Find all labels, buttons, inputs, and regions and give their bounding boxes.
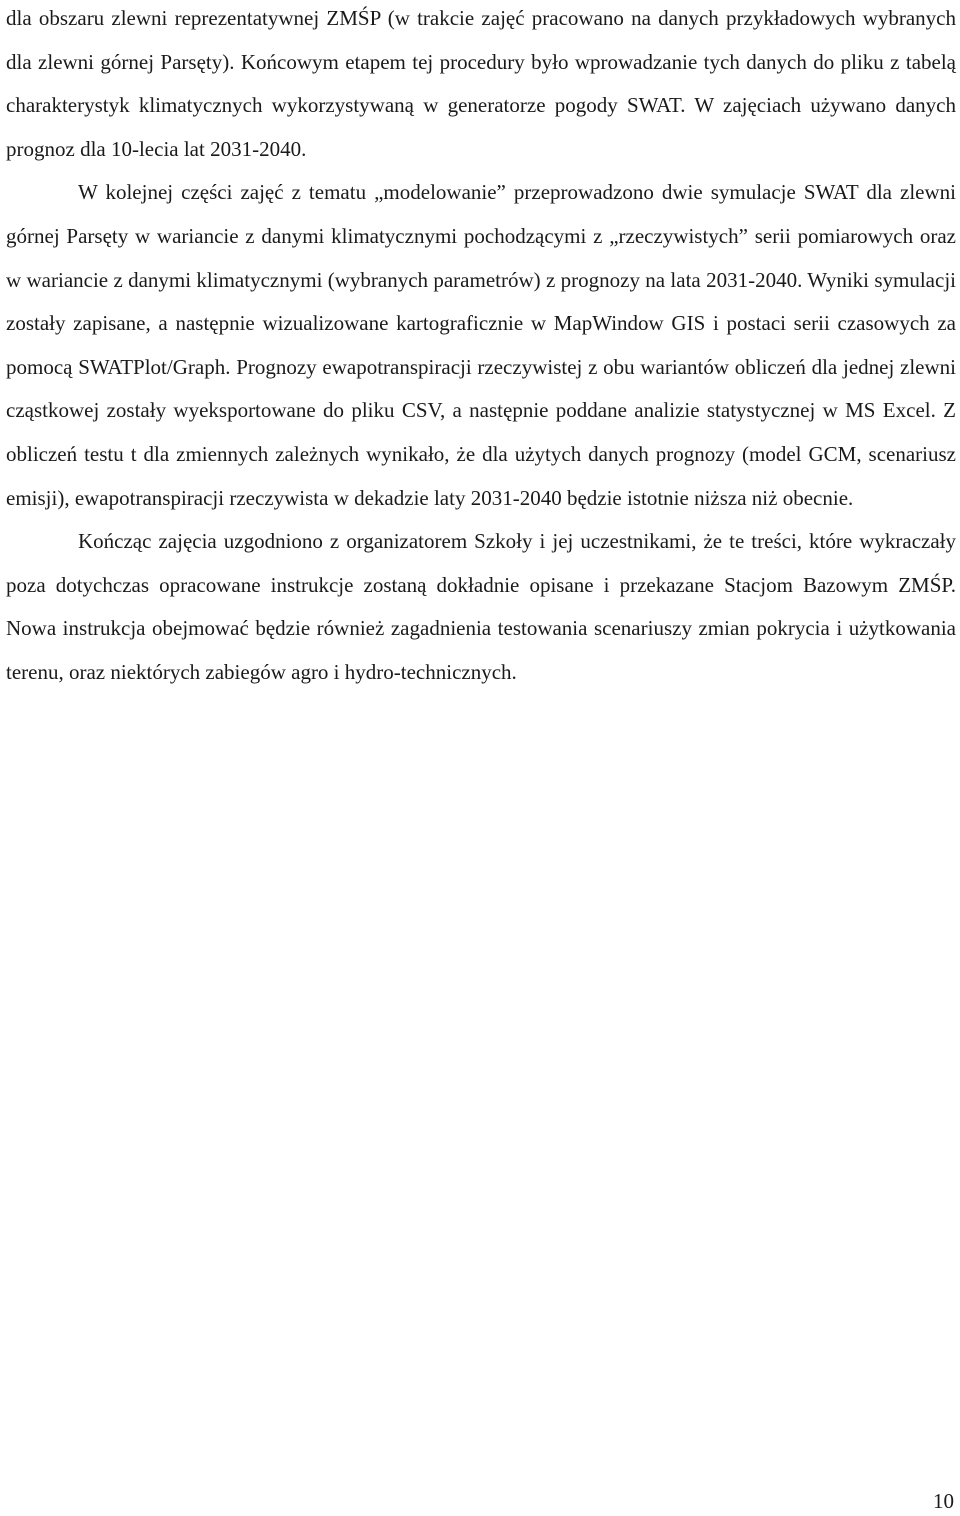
paragraph-continuation: dla obszaru zlewni reprezentatywnej ZMŚP (w trakcie zajęć pracowano na danych przykładowych wybranych dla zlewni górnej Parsęty). Końcowym etapem tej procedury było wprowadzanie tych danych do pliku z tabelą charakterystyk klimatycznych wykorzystywaną w generatorze pogody SWAT. W zajęciach używano danych prognoz dla 10-lecia lat 2031-2040. xyxy=(6,6,956,161)
page-number: 10 xyxy=(933,1489,954,1513)
document-page xyxy=(6,0,956,695)
paragraph-conclusion: Kończąc zajęcia uzgodniono z organizatorem Szkoły i jej uczestnikami, że te treści, które wykraczały poza dotychczas opracowane instrukcje zostaną dokładnie opisane i przekazane Stacjom Bazowym ZMŚP. Nowa instrukcja obejmować będzie również zagadnienia testowania scenariuszy zmian pokrycia i użytkowania terenu, oraz niektórych zabiegów agro i hydro-technicznych. xyxy=(6,529,956,684)
paragraph-modelling: W kolejnej części zajęć z tematu „modelowanie” przeprowadzono dwie symulacje SWAT dla zlewni górnej Parsęty w wariancie z danymi klimatycznymi pochodzącymi z „rzeczywistych” serii pomiarowych oraz w wariancie z danymi klimatycznymi (wybranych parametrów) z prognozy na lata 2031-2040. Wyniki symulacji zostały zapisane, a następnie wizualizowane kartograficznie w MapWindow GIS i postaci serii czasowych za pomocą SWATPlot/Graph. Prognozy ewapotranspiracji rzeczywistej z obu wariantów obliczeń dla jednej zlewni cząstkowej zostały wyeksportowane do pliku CSV, a następnie poddane analizie statystycznej w MS Excel. Z obliczeń testu t dla zmiennych zależnych wynikało, że dla użytych danych prognozy (model GCM, scenariusz emisji), ewapotranspiracji rzeczywista w dekadzie laty 2031-2040 będzie istotnie niższa niż obecnie. xyxy=(6,180,956,510)
